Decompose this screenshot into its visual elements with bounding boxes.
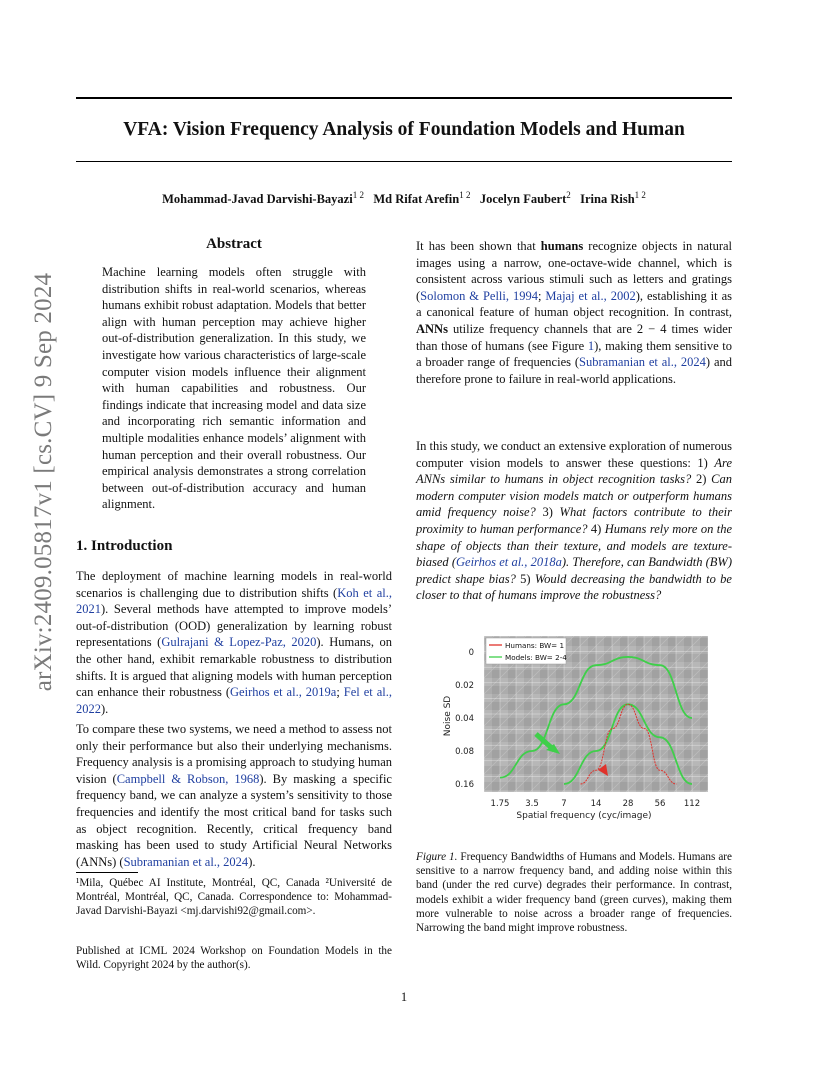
x-tick-label: 112 bbox=[683, 799, 701, 809]
x-tick-label: 28 bbox=[622, 799, 634, 809]
citation-link[interactable]: Solomon & Pelli, 1994 bbox=[420, 288, 538, 303]
chart-legend bbox=[486, 638, 567, 664]
intro-paragraph-2: To compare these two systems, we need a method to assess not only their performance but also their underlying mechanisms. Frequency analysis is a promising approach to studying human vision (Campbell & Robson, 1968). By masking a specific frequency band, we can analyze a system’s sensitivity to those frequencies and identify the most critical band for tasks such as object recognition. Recently, critical frequency band masking has been used to study Artificial Neural Networks (ANNs) (Subramanian et al., 2024). bbox=[76, 722, 392, 869]
citation-link[interactable]: Campbell & Robson, 1968 bbox=[116, 771, 260, 786]
author-affiliation: 1 2 bbox=[352, 190, 364, 200]
x-axis-ticks bbox=[491, 799, 701, 809]
page-number: 1 bbox=[400, 990, 408, 1004]
citation-link[interactable]: Subramanian et al., 2024 bbox=[579, 355, 706, 370]
author-name: Md Rifat Arefin bbox=[373, 192, 460, 207]
abstract-text: Machine learning models often struggle with distribution shifts in real-world scenarios, whereas humans exhibit robust adaptation. Models that better align with human perception may achieve higher out-of-distribution generalization. In this study, we investigate how various characteristics of large-scale computer vision models influence their alignment with human capabilities and robustness. Our findings indicate that increasing model and data size and incorporating rich semantic information and multiple modalities enhance models’ alignment with human perception and their overall robustness. Our empirical analysis demonstrates a strong correlation between out-of-distribution accuracy and human alignment. bbox=[102, 265, 366, 512]
legend-label-humans: Humans: BW= 1 bbox=[505, 641, 565, 650]
author-affiliation: 1 2 bbox=[459, 190, 471, 200]
x-tick-label: 3.5 bbox=[525, 799, 539, 809]
right-paragraph-1: It has been shown that humans recognize objects in natural images using a narrow, one-octave-wide channel, which is consistent across various stimuli such as letters and gratings (Solomon & Pelli, 1994; Majaj et al., 2002), establishing it as a canonical feature of human object recognition. In contrast, ANNs utilize frequency channels that are 2 − 4 times wider than those of humans (see Figure 1), making them sensitive to a broader range of frequencies (Subramanian et al., 2024) and therefore prone to failure in real-world applications. bbox=[416, 239, 733, 386]
title-top-rule bbox=[76, 97, 732, 99]
author-name: Mohammad-Javad Darvishi-Bayazi bbox=[162, 192, 353, 207]
section-heading: 1. Introduction bbox=[76, 538, 173, 554]
y-tick-label: 0.04 bbox=[455, 714, 474, 724]
legend-label-models: Models: BW= 2-4 bbox=[505, 653, 567, 662]
x-tick-label: 7 bbox=[561, 799, 567, 809]
citation-link[interactable]: Gulrajani & Lopez-Paz, 2020 bbox=[161, 635, 317, 650]
caption-text: Frequency Bandwidths of Humans and Models. Humans are sensitive to a narrow frequency band, and adding noise within this band (under the red curve) degrades their performance. In contrast, models exhibit a wider frequency band (green curves), making them more vulnerable to noise across a broader range of frequencies. Narrowing the band might improve robustness. bbox=[416, 851, 732, 935]
author-affiliation: 2 bbox=[566, 190, 571, 200]
x-tick-label: 1.75 bbox=[490, 799, 510, 809]
y-axis-label: Noise SD bbox=[443, 695, 453, 737]
y-axis-ticks bbox=[455, 648, 474, 790]
citation-link[interactable]: Geirhos et al., 2018a bbox=[456, 555, 562, 570]
arxiv-identifier: arXiv:2409.05817v1 [cs.CV] 9 Sep 2024 bbox=[30, 272, 57, 692]
y-tick-label: 0 bbox=[468, 648, 474, 658]
citation-link[interactable]: Fel et al., 2022 bbox=[76, 685, 392, 716]
figure-caption bbox=[416, 850, 732, 935]
y-tick-label: 0.08 bbox=[455, 747, 474, 757]
abstract-heading: Abstract bbox=[206, 236, 262, 252]
figure-link[interactable]: 1 bbox=[587, 338, 595, 353]
citation-link[interactable]: Geirhos et al., 2019a bbox=[230, 685, 337, 700]
footnote-affiliations: ¹Mila, Québec AI Institute, Montréal, QC, Canada ²Université de Montréal, Montréal, QC, Canada. Correspondence to: Mohammad-Javad Darvishi-Bayazi <mj.darvishi92@gmail.com>. bbox=[76, 877, 392, 918]
citation-link[interactable]: Koh et al., 2021 bbox=[76, 585, 392, 617]
citation-link[interactable]: Majaj et al., 2002 bbox=[545, 288, 636, 303]
footnote-rule bbox=[76, 872, 138, 873]
author-name: Jocelyn Faubert bbox=[479, 192, 567, 207]
author-list bbox=[76, 190, 732, 207]
plot-area bbox=[484, 636, 708, 792]
x-tick-label: 14 bbox=[590, 799, 602, 809]
frequency-bandwidth-figure bbox=[436, 630, 716, 826]
x-axis-label: Spatial frequency (cyc/image) bbox=[516, 811, 652, 821]
citation-link[interactable]: Subramanian et al., 2024 bbox=[123, 854, 249, 869]
y-tick-label: 0.02 bbox=[455, 681, 474, 691]
right-paragraph-2: In this study, we conduct an extensive exploration of numerous computer vision models to answer these questions: 1) Are ANNs similar to humans in object recognition tasks? 2) Can modern computer vision models match or outperform humans amid frequency noise? 3) What factors contribute to their proximity to human performance? 4) Humans rely more on the shape of objects than their texture, and models are texture-biased (Geirhos et al., 2018a). Therefore, can Bandwidth (BW) predict shape bias? 5) Would decreasing the bandwidth to be closer to that of humans improve the robustness? bbox=[416, 439, 733, 603]
y-tick-label: 0.16 bbox=[455, 780, 474, 790]
author-affiliation: 1 2 bbox=[634, 190, 646, 200]
author-name: Irina Rish bbox=[580, 192, 635, 207]
paper-title: VFA: Vision Frequency Analysis of Foundation Models and Human bbox=[123, 119, 685, 140]
x-tick-label: 56 bbox=[654, 799, 666, 809]
figure-label: Figure 1. bbox=[416, 851, 458, 863]
intro-paragraph-1: The deployment of machine learning models in real-world scenarios is challenging due to distribution shifts (Koh et al., 2021). Several methods have attempted to improve models’ out-of-distribution (OOD) generalization by learning robust representations (Gulrajani & Lopez-Paz, 2020). Humans, on the other hand, exhibit remarkable robustness to distribution shifts. It is argued that aligning models with human perception can enhance their robustness (Geirhos et al., 2019a; Fel et al., 2022). bbox=[76, 569, 392, 716]
publication-note: Published at ICML 2024 Workshop on Foundation Models in the Wild. Copyright 2024 by the author(s). bbox=[76, 945, 392, 972]
title-bottom-rule bbox=[76, 161, 732, 162]
